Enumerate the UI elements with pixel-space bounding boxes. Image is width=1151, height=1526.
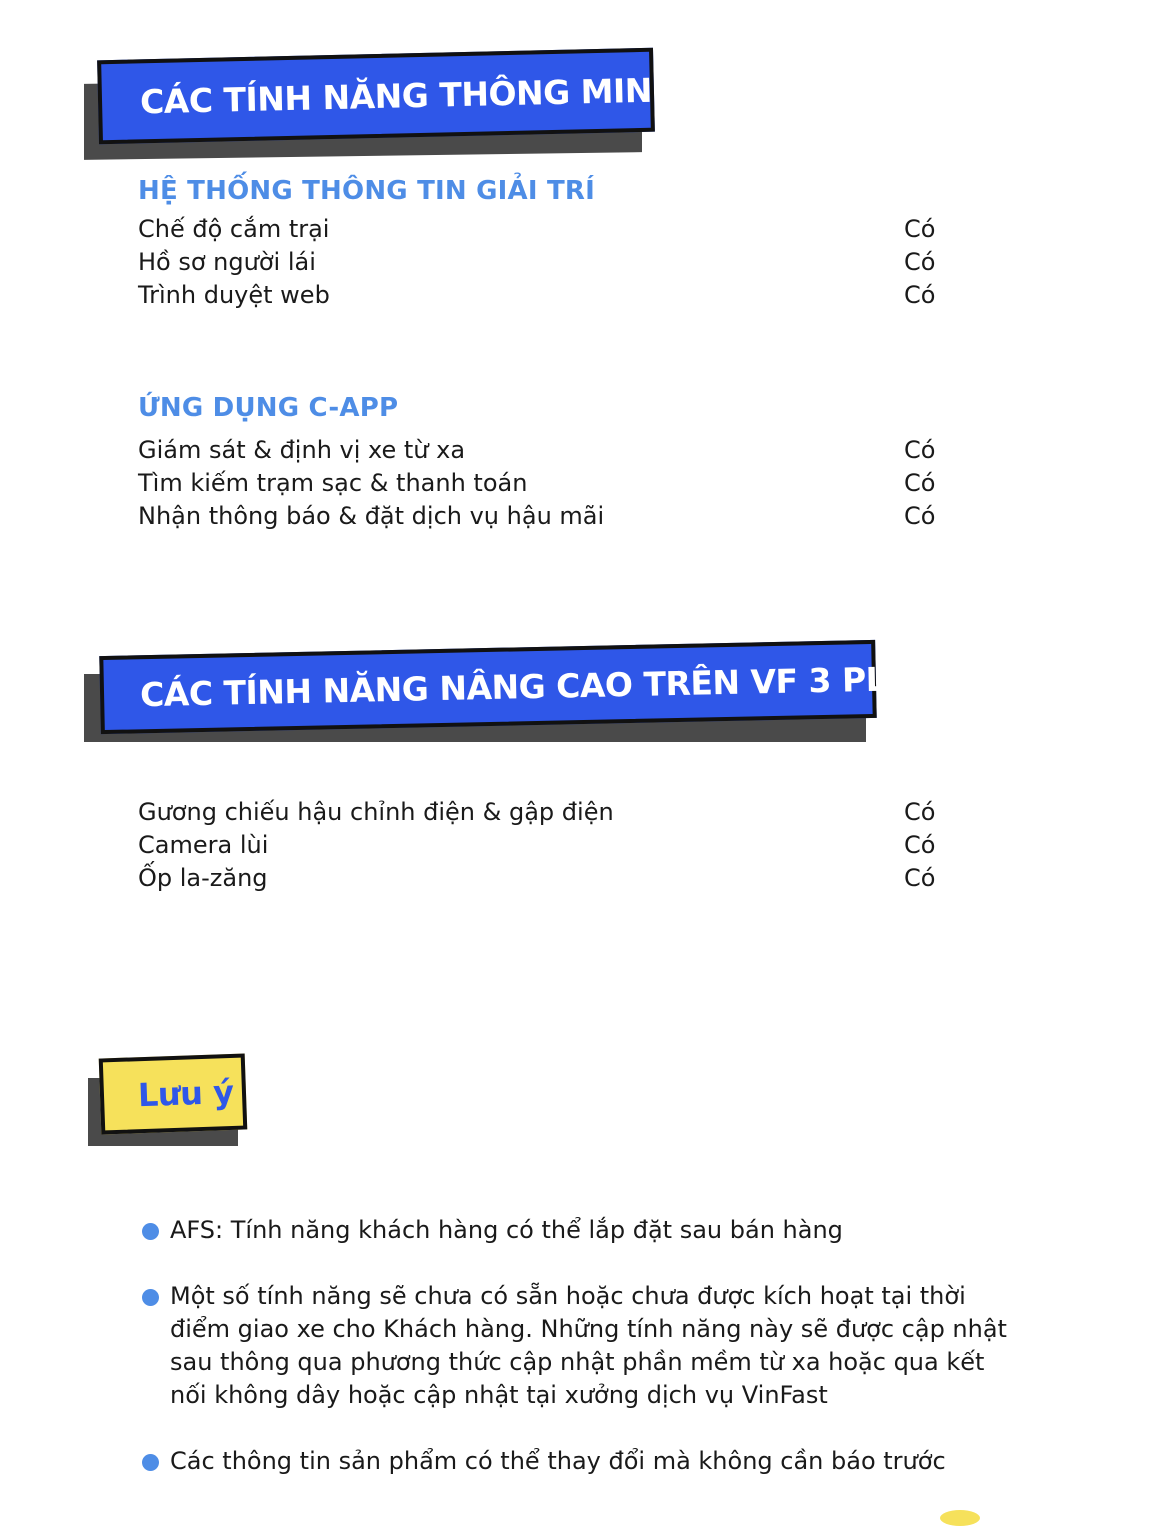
feature-value: Có xyxy=(904,502,936,530)
feature-value: Có xyxy=(904,248,936,276)
smart-features-heading: CÁC TÍNH NĂNG THÔNG MINH xyxy=(139,69,680,121)
advanced-features-banner xyxy=(84,644,935,742)
feature-value: Có xyxy=(904,436,936,464)
feature-label: Nhận thông báo & đặt dịch vụ hậu mãi xyxy=(138,502,605,530)
note-text: Một số tính năng sẽ chưa có sẵn hoặc chưa được kích hoạt tại thời điểm giao xe cho Khách hàng. Những tính năng này sẽ được cập nhật sau thông qua phương thức cập nhật phần mềm từ xa hoặc qua kết nối không dây hoặc cập nhật tại xưởng dịch vụ VinFast xyxy=(170,1282,1007,1409)
feature-row xyxy=(138,246,938,279)
feature-row xyxy=(138,213,938,246)
feature-row xyxy=(138,862,938,895)
capp-feature-list xyxy=(138,434,938,533)
notes-list xyxy=(142,1214,1022,1511)
feature-value: Có xyxy=(904,864,936,892)
note-item xyxy=(142,1214,1022,1247)
bullet-dot-icon xyxy=(142,1223,159,1240)
feature-row xyxy=(138,500,938,533)
feature-label: Tìm kiếm trạm sạc & thanh toán xyxy=(138,469,528,497)
feature-label: Hồ sơ người lái xyxy=(138,248,316,276)
feature-value: Có xyxy=(904,469,936,497)
note-text: AFS: Tính năng khách hàng có thể lắp đặt sau bán hàng xyxy=(170,1216,843,1244)
feature-value: Có xyxy=(904,215,936,243)
banner-face xyxy=(97,48,680,145)
smart-features-banner xyxy=(84,52,680,158)
note-text: Các thông tin sản phẩm có thể thay đổi mà không cần báo trước xyxy=(170,1447,946,1475)
infotainment-feature-list xyxy=(138,213,938,312)
infotainment-section-title: HỆ THỐNG THÔNG TIN GIẢI TRÍ xyxy=(138,176,595,206)
feature-row xyxy=(138,279,938,312)
advanced-feature-list xyxy=(138,796,938,895)
bullet-dot-icon xyxy=(142,1289,159,1306)
banner-face xyxy=(99,640,935,734)
feature-label: Gương chiếu hậu chỉnh điện & gập điện xyxy=(138,798,614,826)
feature-value: Có xyxy=(904,281,936,309)
advanced-features-heading: CÁC TÍNH NĂNG NÂNG CAO TRÊN VF 3 PLUS xyxy=(139,658,935,714)
bullet-dot-icon xyxy=(142,1454,159,1471)
feature-label: Trình duyệt web xyxy=(138,281,330,309)
note-item xyxy=(142,1280,1022,1412)
feature-row xyxy=(138,467,938,500)
feature-label: Camera lùi xyxy=(138,831,269,859)
capp-section-title: ỨNG DỤNG C-APP xyxy=(138,393,399,423)
feature-label: Giám sát & định vị xe từ xa xyxy=(138,436,466,464)
feature-label: Chế độ cắm trại xyxy=(138,215,330,243)
feature-row xyxy=(138,829,938,862)
feature-value: Có xyxy=(904,831,936,859)
note-item xyxy=(142,1445,1022,1478)
feature-row xyxy=(138,434,938,467)
feature-label: Ốp la-zăng xyxy=(138,864,268,892)
notes-heading: Lưu ý xyxy=(137,1072,235,1115)
banner-face xyxy=(99,1053,248,1134)
notes-banner xyxy=(88,1052,250,1148)
decorative-dot xyxy=(940,1510,980,1526)
feature-row xyxy=(138,796,938,829)
feature-value: Có xyxy=(904,798,936,826)
